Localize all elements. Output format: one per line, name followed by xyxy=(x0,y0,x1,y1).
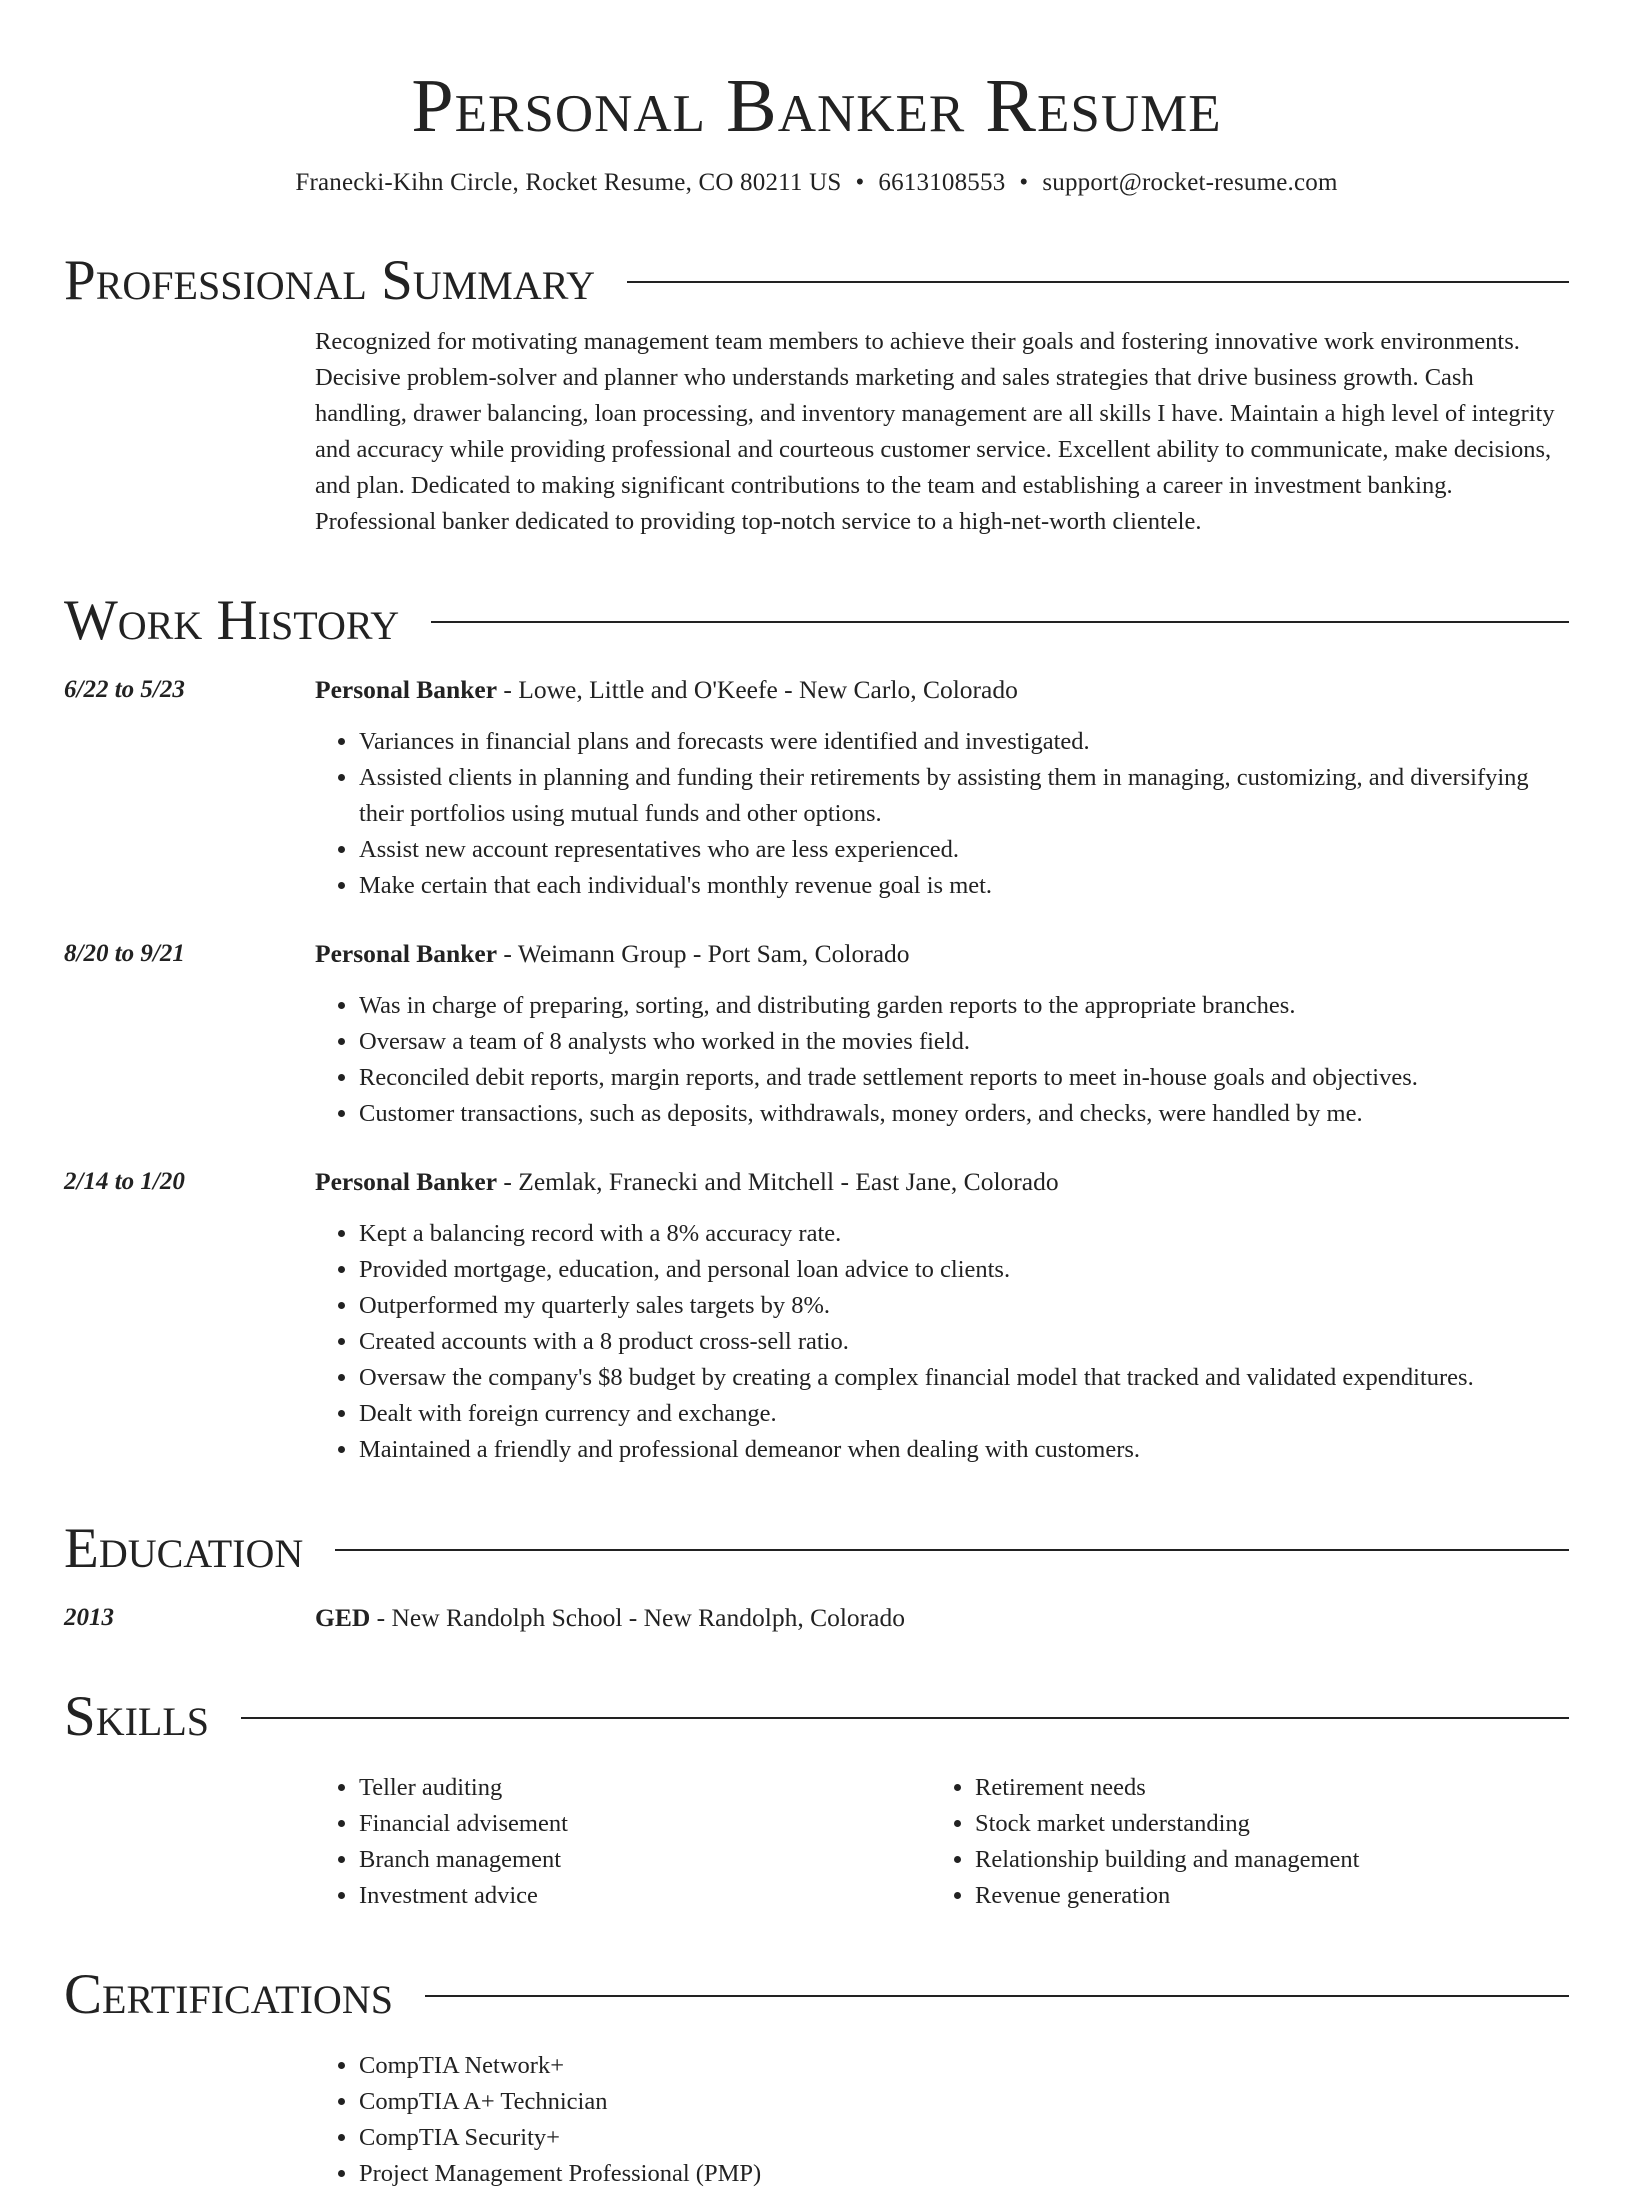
job-title: Personal Banker xyxy=(315,675,498,704)
contact-separator: • xyxy=(855,169,865,196)
section-divider xyxy=(431,621,1569,623)
contact-line xyxy=(64,166,1569,200)
list-item: • Kept a balancing record with a 8% accuracy rate. xyxy=(359,1216,1569,1252)
education-heading: Education xyxy=(64,1517,304,1580)
education-year: 2013 xyxy=(64,1604,114,1631)
job-entry xyxy=(64,1164,1569,1468)
work-section-header xyxy=(64,588,1569,654)
list-item: • Dealt with foreign currency and exchange. xyxy=(359,1396,1569,1432)
job-details: - Lowe, Little and O'Keefe - New Carlo, Colorado xyxy=(497,675,1018,704)
summary-text: Recognized for motivating management team members to achieve their goals and fostering innovative work environments. Decisive problem-solver and planner who understands marketing and sales strategies that drive business growth. Cash handling, drawer balancing, loan processing, and inventory management are all skills I have. Maintain a high level of integrity and accuracy while providing professional and courteous customer service. Excellent ability to communicate, make decisions, and plan. Dedicated to making significant contributions to the team and establishing a career in investment banking. Professional banker dedicated to providing top-notch service to a high-net-worth clientele. xyxy=(315,328,1555,535)
skill-item: • Investment advice xyxy=(359,1878,931,1914)
section-divider xyxy=(425,1995,1569,1997)
skills-heading: Skills xyxy=(64,1685,210,1748)
skills-section xyxy=(64,1770,1569,1914)
summary-section xyxy=(64,324,1569,540)
skills-list-left xyxy=(315,1770,931,1914)
job-heading xyxy=(315,1164,1569,1200)
certification-item: • CompTIA A+ Technician xyxy=(359,2084,1569,2120)
certifications-section-header xyxy=(64,1962,1569,2028)
job-details: - Zemlak, Franecki and Mitchell - East Jane, Colorado xyxy=(497,1167,1059,1196)
list-item: • Outperformed my quarterly sales targets by 8%. xyxy=(359,1288,1569,1324)
list-item: • Assist new account representatives who are less experienced. xyxy=(359,832,1569,868)
education-section-header xyxy=(64,1516,1569,1582)
education-details: - New Randolph School - New Randolph, Colorado xyxy=(370,1603,905,1632)
summary-section-header xyxy=(64,248,1569,314)
section-divider xyxy=(335,1549,1569,1551)
education-heading-line xyxy=(315,1600,1569,1636)
skill-item: • Relationship building and management xyxy=(975,1842,1547,1878)
certifications-list xyxy=(315,2048,1569,2192)
list-item: • Provided mortgage, education, and personal loan advice to clients. xyxy=(359,1252,1569,1288)
skill-item: • Teller auditing xyxy=(359,1770,931,1806)
list-item: • Assisted clients in planning and funding their retirements by assisting them in managing, customizing, and diversifying their portfolios using mutual funds and other options. xyxy=(359,760,1569,832)
list-item: • Created accounts with a 8 product cross-sell ratio. xyxy=(359,1324,1569,1360)
list-item: • Variances in financial plans and forecasts were identified and investigated. xyxy=(359,724,1569,760)
job-heading xyxy=(315,936,1569,972)
list-item: • Reconciled debit reports, margin reports, and trade settlement reports to meet in-house goals and objectives. xyxy=(359,1060,1569,1096)
list-item: • Customer transactions, such as deposits, withdrawals, money orders, and checks, were handled by me. xyxy=(359,1096,1569,1132)
list-item: • Make certain that each individual's monthly revenue goal is met. xyxy=(359,868,1569,904)
resume-title: Personal Banker Resume xyxy=(411,64,1222,148)
job-entry xyxy=(64,672,1569,904)
skills-list-right xyxy=(931,1770,1547,1914)
contact-address: Franecki-Kihn Circle, Rocket Resume, CO 80211 US xyxy=(295,169,842,196)
job-heading xyxy=(315,672,1569,708)
list-item: • Oversaw the company's $8 budget by creating a complex financial model that tracked and validated expenditures. xyxy=(359,1360,1569,1396)
education-degree: GED xyxy=(315,1603,371,1632)
list-item: • Maintained a friendly and professional demeanor when dealing with customers. xyxy=(359,1432,1569,1468)
job-dates: 6/22 to 5/23 xyxy=(64,676,185,703)
contact-phone: 6613108553 xyxy=(878,169,1006,196)
contact-separator: • xyxy=(1019,169,1029,196)
skill-item: • Stock market understanding xyxy=(975,1806,1547,1842)
section-divider xyxy=(241,1717,1569,1719)
job-entry xyxy=(64,936,1569,1132)
skill-item: • Financial advisement xyxy=(359,1806,931,1842)
job-bullets xyxy=(315,1216,1569,1468)
job-dates: 8/20 to 9/21 xyxy=(64,940,185,967)
education-entry xyxy=(64,1600,1569,1636)
skill-item: • Revenue generation xyxy=(975,1878,1547,1914)
job-title: Personal Banker xyxy=(315,939,498,968)
skills-section-header xyxy=(64,1684,1569,1750)
certification-item: • CompTIA Security+ xyxy=(359,2120,1569,2156)
skill-item: • Branch management xyxy=(359,1842,931,1878)
certification-item: • Project Management Professional (PMP) xyxy=(359,2156,1569,2192)
contact-email: support@rocket-resume.com xyxy=(1042,169,1338,196)
job-dates: 2/14 to 1/20 xyxy=(64,1168,185,1195)
list-item: • Was in charge of preparing, sorting, and distributing garden reports to the appropriate branches. xyxy=(359,988,1569,1024)
resume-page xyxy=(64,0,1569,2192)
job-title: Personal Banker xyxy=(315,1167,498,1196)
certifications-heading: Certifications xyxy=(64,1963,393,2026)
skill-item: • Retirement needs xyxy=(975,1770,1547,1806)
work-heading: Work History xyxy=(64,589,400,652)
job-bullets xyxy=(315,724,1569,904)
job-details: - Weimann Group - Port Sam, Colorado xyxy=(497,939,910,968)
certifications-section xyxy=(64,2048,1569,2192)
list-item: • Oversaw a team of 8 analysts who worked in the movies field. xyxy=(359,1024,1569,1060)
section-divider xyxy=(627,281,1569,283)
job-bullets xyxy=(315,988,1569,1132)
certification-item: • CompTIA Network+ xyxy=(359,2048,1569,2084)
summary-heading: Professional Summary xyxy=(64,249,596,312)
